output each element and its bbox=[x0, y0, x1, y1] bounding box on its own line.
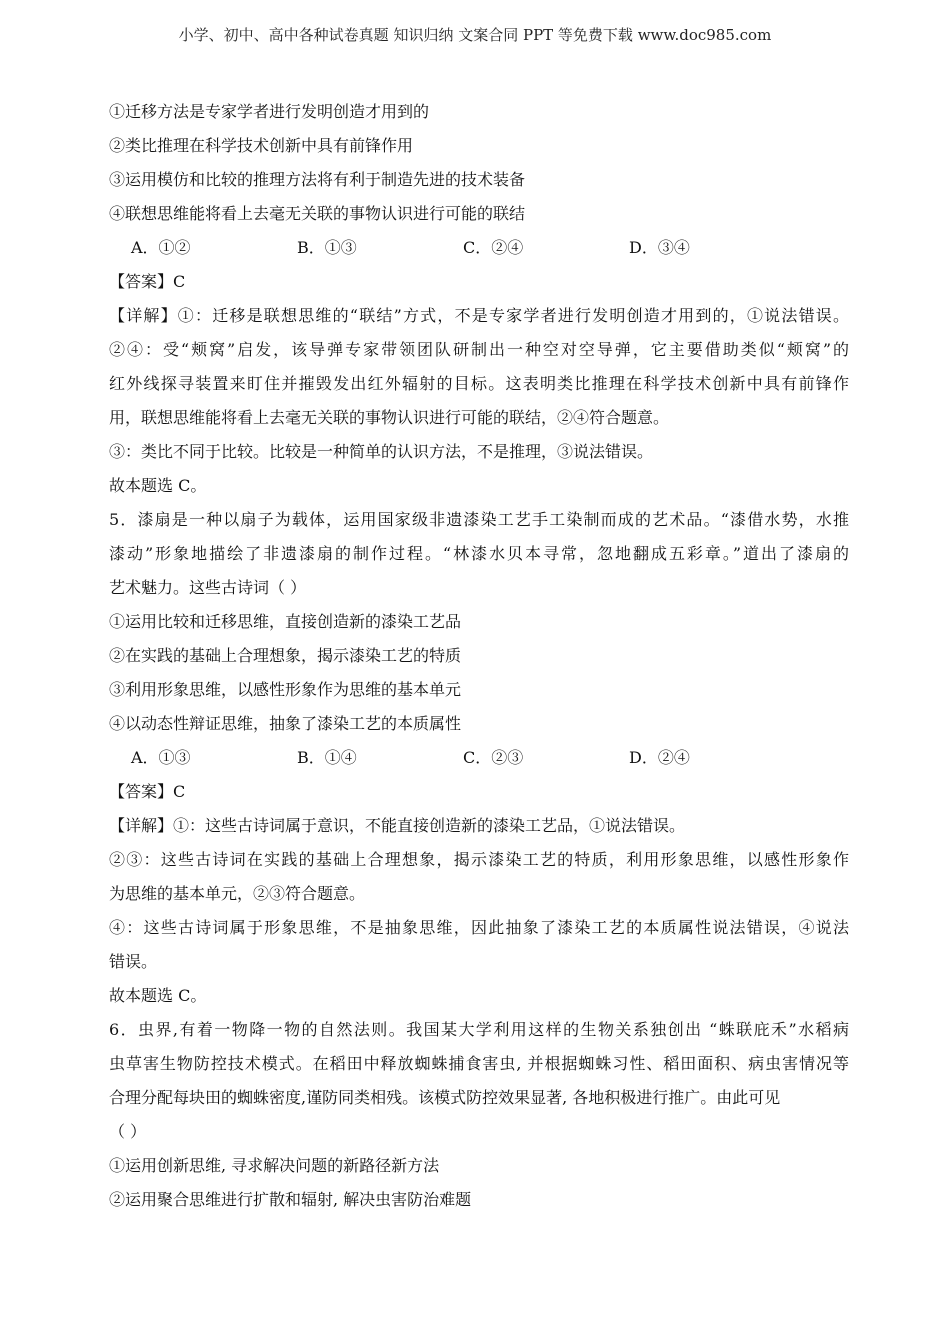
q5-stem-line: 5．漆扇是一种以扇子为载体，运用国家级非遗漆染工艺手工染制而成的艺术品。“漆借水势，水推 bbox=[109, 510, 849, 529]
q4-statement-4: ④联想思维能将看上去毫无关联的事物认识进行可能的联结 bbox=[109, 204, 526, 223]
q6-statement-1: ①运用创新思维, 寻求解决问题的新路径新方法 bbox=[109, 1156, 440, 1175]
q6-stem-line: 6．虫界,有着一物降一物的自然法则。我国某大学利用这样的生物关系独创出 “蛛联庇禾”水稻病 bbox=[109, 1020, 849, 1039]
q4-option-a: A．①② bbox=[131, 238, 191, 257]
q4-option-d: D．③④ bbox=[629, 238, 690, 257]
q4-explanation-line: ②④：受“颊窝”启发，该导弹专家带领团队研制出一种空对空导弹，它主要借助类似“颊窝”的 bbox=[109, 340, 849, 359]
q4-statement-1: ①迁移方法是专家学者进行发明创造才用到的 bbox=[109, 102, 430, 121]
q5-explanation-line: 【详解】①：这些古诗词属于意识，不能直接创造新的漆染工艺品，①说法错误。 bbox=[109, 816, 686, 835]
q5-option-b: B．①④ bbox=[297, 748, 357, 767]
q5-explanation-line: 故本题选 C。 bbox=[109, 986, 207, 1005]
q4-answer: 【答案】C bbox=[109, 272, 186, 291]
q5-option-c: C．②③ bbox=[463, 748, 524, 767]
q4-option-c: C．②④ bbox=[463, 238, 524, 257]
q5-answer: 【答案】C bbox=[109, 782, 186, 801]
q4-options bbox=[109, 231, 849, 265]
q6-stem-line: 虫草害生物防控技术模式。在稻田中释放蜘蛛捕食害虫, 并根据蜘蛛习性、稻田面积、病虫害情况等 bbox=[109, 1054, 849, 1073]
q5-statement-4: ④以动态性辩证思维，抽象了漆染工艺的本质属性 bbox=[109, 714, 462, 733]
page-header: 小学、初中、高中各种试卷真题 知识归纳 文案合同 PPT 等免费下载 www.doc985.com bbox=[178, 26, 772, 44]
q5-options bbox=[109, 741, 849, 775]
q4-explanation-line: 红外线探寻装置来盯住并摧毁发出红外辐射的目标。这表明类比推理在科学技术创新中具有前锋作 bbox=[109, 374, 849, 393]
q5-option-d: D．②④ bbox=[629, 748, 690, 767]
document-body bbox=[109, 95, 849, 1217]
q5-option-a: A．①③ bbox=[131, 748, 191, 767]
q5-statement-3: ③利用形象思维，以感性形象作为思维的基本单元 bbox=[109, 680, 462, 699]
q6-stem-line: （ ） bbox=[109, 1122, 147, 1141]
q5-explanation-line: ④：这些古诗词属于形象思维，不是抽象思维，因此抽象了漆染工艺的本质属性说法错误，④说法 bbox=[109, 918, 849, 937]
q6-stem-line: 合理分配每块田的蜘蛛密度,谨防同类相残。该模式防控效果显著, 各地积极进行推广。由此可见 bbox=[109, 1088, 781, 1107]
q4-explanation-line: 故本题选 C。 bbox=[109, 476, 207, 495]
q4-statement-3: ③运用模仿和比较的推理方法将有利于制造先进的技术装备 bbox=[109, 170, 526, 189]
q5-stem-line: 艺术魅力。这些古诗词（ ） bbox=[109, 578, 307, 597]
q5-statement-1: ①运用比较和迁移思维，直接创造新的漆染工艺品 bbox=[109, 612, 462, 631]
q5-statement-2: ②在实践的基础上合理想象，揭示漆染工艺的特质 bbox=[109, 646, 462, 665]
q4-option-b: B．①③ bbox=[297, 238, 357, 257]
q5-explanation-line: 为思维的基本单元，②③符合题意。 bbox=[109, 884, 366, 903]
q4-statement-2: ②类比推理在科学技术创新中具有前锋作用 bbox=[109, 136, 414, 155]
q4-explanation-line: 用，联想思维能将看上去毫无关联的事物认识进行可能的联结，②④符合题意。 bbox=[109, 408, 670, 427]
q4-explanation-line: ③：类比不同于比较。比较是一种简单的认识方法，不是推理，③说法错误。 bbox=[109, 442, 654, 461]
q6-statement-2: ②运用聚合思维进行扩散和辐射, 解决虫害防治难题 bbox=[109, 1190, 472, 1209]
q5-explanation-line: 错误。 bbox=[109, 952, 158, 971]
q5-stem-line: 漆动”形象地描绘了非遗漆扇的制作过程。“林漆水贝本寻常，忽地翻成五彩章。”道出了漆扇的 bbox=[109, 544, 849, 563]
q4-explanation-line: 【详解】①：迁移是联想思维的“联结”方式，不是专家学者进行发明创造才用到的，①说法错误。 bbox=[109, 306, 849, 325]
q5-explanation-line: ②③：这些古诗词在实践的基础上合理想象，揭示漆染工艺的特质，利用形象思维，以感性形象作 bbox=[109, 850, 849, 869]
